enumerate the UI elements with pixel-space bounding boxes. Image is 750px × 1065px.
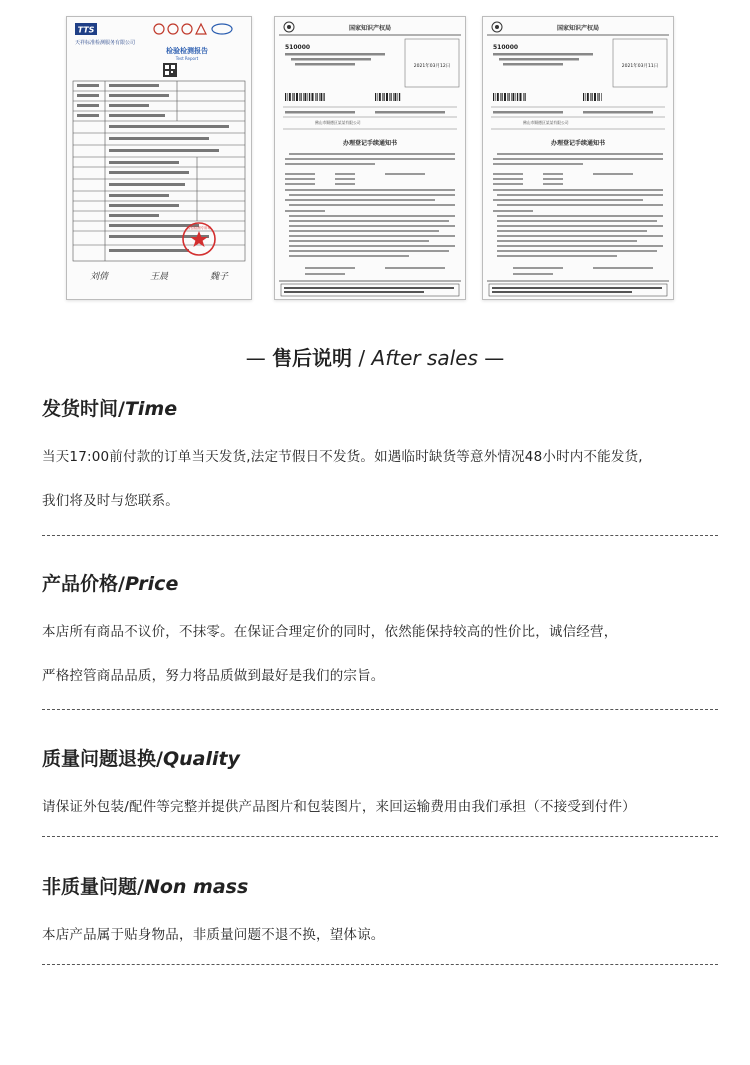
certificate-gallery [66,16,690,300]
section-line: 当天17:00前付款的订单当天发货,法定节假日不发货。如遇临时缺货等意外情况48小时内不能发货, [42,449,643,465]
ip-notice-graphic-2 [483,17,673,299]
section-title: 产品价格/Price [42,573,179,595]
svg-text:办理登记手续通知书: 办理登记手续通知书 [342,140,398,147]
svg-text:国家知识产权局: 国家知识产权局 [556,25,600,32]
section-line: 请保证外包装/配件等完整并提供产品图片和包装图片，来回运输费用由我们承担（不接受到付件） [42,799,636,815]
test-report-image [66,16,252,300]
section-body [42,620,722,684]
svg-text:Test Report: Test Report [175,56,199,61]
ip-notice-image-2 [482,16,674,300]
divider [42,709,718,710]
after-sales-heading [0,342,750,371]
section-body [42,795,722,815]
section-title: 发货时间/Time [42,398,178,420]
section-price [42,569,722,684]
test-report-graphic [67,17,251,299]
section-title: 质量问题退换/Quality [42,748,240,770]
svg-text:佛山市顺德区某某有限公司: 佛山市顺德区某某有限公司 [315,120,361,125]
section-line: 本店所有商品不议价，不抹零。在保证合理定价的同时，依然能保持较高的性价比，诚信经营， [42,624,618,640]
divider [42,535,718,536]
svg-text:2021年03月11日: 2021年03月11日 [621,64,659,69]
heading-zh: 售后说明 [272,346,353,370]
lab-name: 天祥标准检测服务有限公司 [75,40,136,46]
svg-text:刘倩: 刘倩 [89,272,109,282]
heading-dash-right: — [484,346,505,370]
section-line: 本店产品属于贴身物品，非质量问题不退不换，望体谅。 [42,927,385,943]
tts-logo: TTS [77,25,95,35]
svg-text:检验检测专用章: 检验检测专用章 [187,226,211,230]
svg-text:王晨: 王晨 [149,272,169,282]
svg-text:佛山市顺德区某某有限公司: 佛山市顺德区某某有限公司 [523,120,569,125]
ip-notice-graphic-1 [275,17,465,299]
svg-text:2021年03月12日: 2021年03月12日 [413,64,451,69]
divider [42,964,718,965]
section-line: 我们将及时与您联系。 [42,493,179,509]
svg-text:510000: 510000 [285,44,311,51]
svg-text:510000: 510000 [493,44,519,51]
svg-text:魏子: 魏子 [209,272,229,282]
section-quality [42,744,722,815]
heading-separator: / [358,346,366,370]
heading-en: After sales [371,346,478,370]
section-non-quality [42,872,722,943]
svg-text:办理登记手续通知书: 办理登记手续通知书 [550,140,606,147]
svg-text:国家知识产权局: 国家知识产权局 [348,25,392,32]
divider [42,836,718,837]
ip-notice-image-1 [274,16,466,300]
heading-dash-left: — [245,346,266,370]
section-line: 严格控管商品品质，努力将品质做到最好是我们的宗旨。 [42,668,385,684]
report-title: 检验检测报告 [166,47,208,55]
section-body [42,923,722,943]
section-body [42,445,722,509]
section-shipping-time [42,394,722,509]
section-title: 非质量问题/Non mass [42,876,249,898]
